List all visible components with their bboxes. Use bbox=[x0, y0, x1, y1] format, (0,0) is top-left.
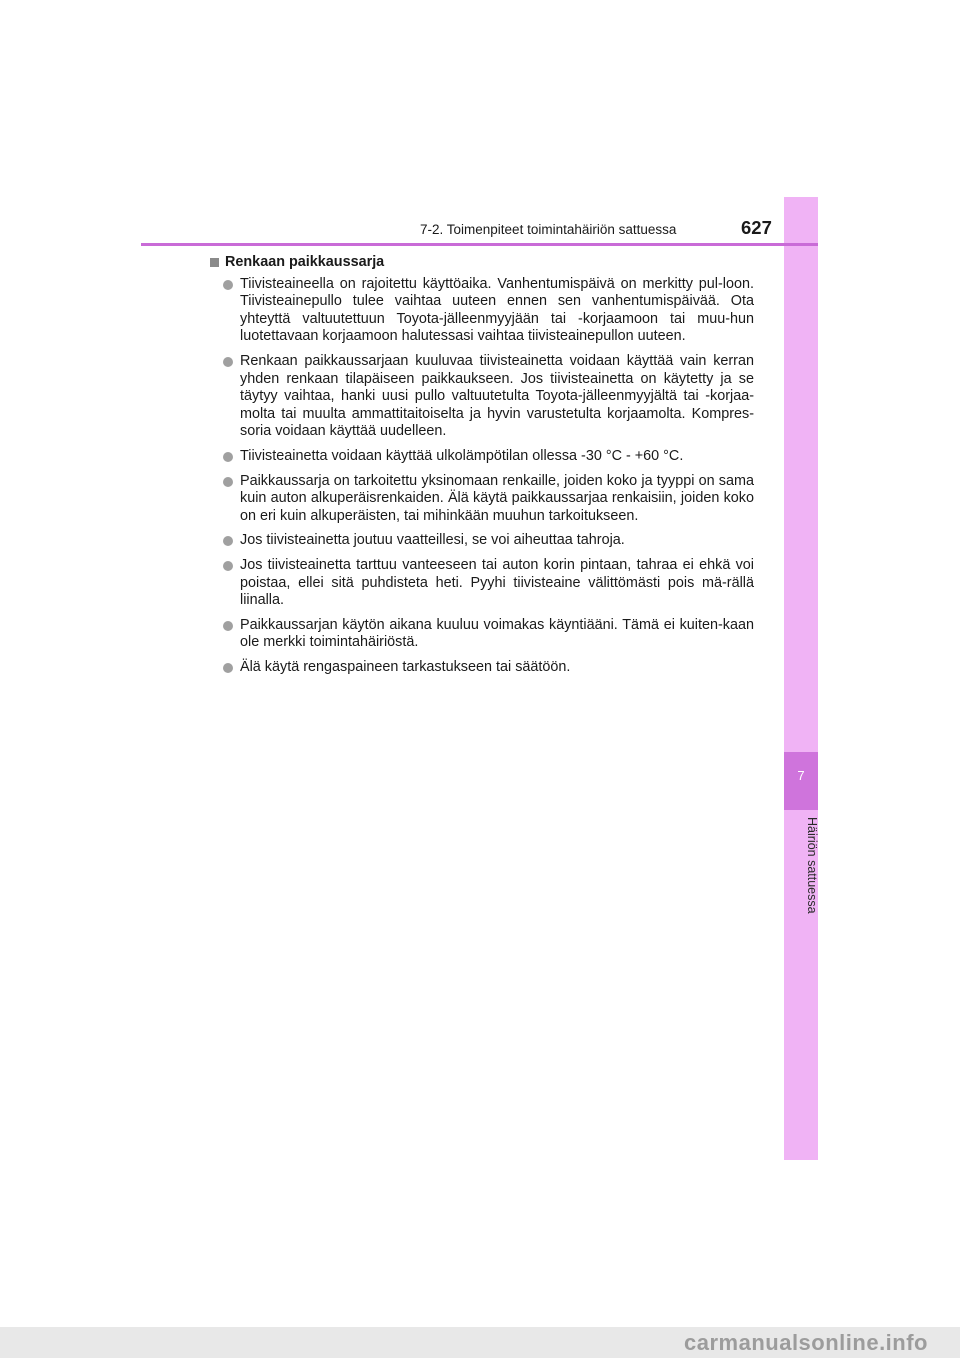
section-heading-text: Renkaan paikkaussarja bbox=[225, 254, 385, 270]
bullet-item bbox=[207, 276, 754, 346]
circle-bullet-icon bbox=[223, 561, 233, 571]
bullet-text: Renkaan paikkaussarjaan kuuluvaa tiivisteainetta voidaan käyttää vain kerran yhden renkaan tilapäiseen paikkaukseen. Jos tiivisteainetta on käytetty ja se täytyy vaihtaa, hanki uusi pullo valtuutetulta Toyota-jälleenmyyjältä tai -korjaa-molta tai muulta ammattitaitoiselta ja hyvin varustetulta korjaamolta. Kompres-soria voidaan käyttää uudelleen. bbox=[240, 352, 754, 440]
bullet-text: Älä käytä rengaspaineen tarkastukseen tai säätöön. bbox=[240, 658, 571, 675]
bullet-item bbox=[207, 473, 754, 526]
header-rule bbox=[141, 243, 818, 246]
circle-bullet-icon bbox=[223, 536, 233, 546]
section-header-title: 7-2. Toimenpiteet toimintahäiriön sattuessa bbox=[420, 222, 677, 237]
bullet-text: Tiivisteainetta voidaan käyttää ulkolämpötilan ollessa -30 °C - +60 °C. bbox=[240, 447, 684, 464]
circle-bullet-icon bbox=[223, 280, 233, 290]
bullet-text: Tiivisteaineella on rajoitettu käyttöaika. Vanhentumispäivä on merkitty pul-loon. Tiivisteainepullo tulee vaihtaa uuteen ennen sen vanhentumispäivää. Ota yhteyttä valtuutettuun Toyota-jälleenmyyjään tai -korjaamoon tai muu-hun luotettavaan korjaamoon halutessasi vaihtaa tiivisteainepullon uuteen. bbox=[240, 275, 754, 345]
chapter-number: 7 bbox=[797, 768, 805, 783]
bullet-text: Jos tiivisteainetta joutuu vaatteillesi, se voi aiheuttaa tahroja. bbox=[240, 532, 625, 549]
circle-bullet-icon bbox=[223, 621, 233, 631]
circle-bullet-icon bbox=[223, 663, 233, 673]
bullet-text: Paikkaussarja on tarkoitettu yksinomaan renkaille, joiden koko ja tyyppi on sama kuin auton alkuperäisrenkaiden. Älä käytä paikkaussarjaa renkaisiin, joiden koko on eri kuin alkuperäisten, tai mihinkään muuhun tarkoitukseen. bbox=[240, 472, 754, 524]
section-heading bbox=[207, 254, 754, 272]
bullet-item bbox=[207, 353, 754, 441]
page-content bbox=[207, 254, 754, 683]
page-number: 627 bbox=[741, 217, 772, 238]
footer-watermark-bar bbox=[0, 1327, 960, 1358]
bullet-text: Paikkaussarjan käytön aikana kuuluu voimakas käyntiääni. Tämä ei kuiten-kaan ole merkki toimintahäiriöstä. bbox=[240, 616, 754, 651]
bullet-item bbox=[207, 532, 754, 550]
bullet-item bbox=[207, 617, 754, 652]
chapter-side-tab bbox=[784, 197, 818, 1160]
bullet-item bbox=[207, 659, 754, 677]
chapter-label: Häiriön sattuessa bbox=[805, 817, 819, 914]
circle-bullet-icon bbox=[223, 477, 233, 487]
square-bullet-icon bbox=[210, 258, 219, 267]
circle-bullet-icon bbox=[223, 452, 233, 462]
bullet-item bbox=[207, 557, 754, 610]
watermark-text: carmanualsonline.info bbox=[684, 1329, 928, 1355]
circle-bullet-icon bbox=[223, 357, 233, 367]
bullet-text: Jos tiivisteainetta tarttuu vanteeseen tai auton korin pintaan, tahraa ei ehkä voi poistaa, ellei sitä puhdisteta heti. Pyyhi tiivisteaine välittömästi pois mä-rällä liinalla. bbox=[240, 556, 754, 609]
bullet-item bbox=[207, 448, 754, 466]
